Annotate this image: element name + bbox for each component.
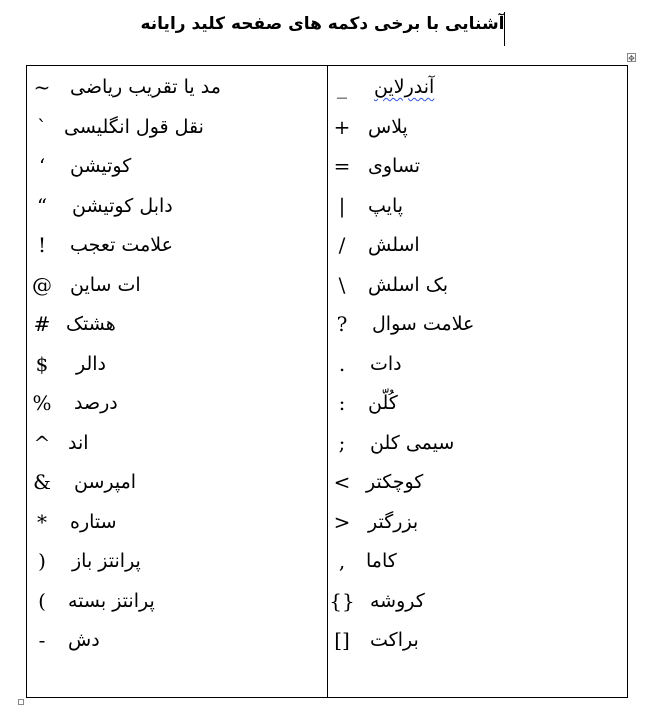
- label-cell: آندرلاین: [374, 76, 435, 98]
- table-resize-handle-icon[interactable]: [18, 699, 24, 705]
- table-row[interactable]: [28, 623, 324, 663]
- symbol-cell: ^: [33, 430, 51, 455]
- symbol-cell: _: [337, 75, 347, 99]
- label-cell: دش: [68, 629, 100, 651]
- table-row[interactable]: [28, 505, 324, 545]
- table-row[interactable]: [28, 544, 324, 584]
- label-cell: پرانتز باز: [72, 550, 141, 572]
- document-title: آشنایی با برخی دکمه های صفحه کلید رایانه: [140, 14, 505, 34]
- label-cell: هشتک: [66, 313, 116, 335]
- symbol-cell: (: [38, 588, 46, 613]
- table-right-column: [330, 70, 626, 663]
- symbol-cell: $: [35, 351, 49, 376]
- symbol-cell: “: [36, 193, 48, 218]
- symbol-cell: &: [33, 470, 51, 494]
- table-row[interactable]: [28, 110, 324, 150]
- table-row[interactable]: [330, 149, 626, 189]
- table-row[interactable]: [330, 386, 626, 426]
- symbol-cell: /: [338, 233, 346, 257]
- table-row[interactable]: [28, 268, 324, 308]
- table-row[interactable]: [28, 70, 324, 110]
- symbol-cell: ,: [338, 549, 346, 573]
- symbol-cell: %: [32, 391, 52, 415]
- label-cell: براکت: [370, 629, 419, 651]
- table-row[interactable]: [28, 307, 324, 347]
- symbol-cell: ~: [33, 75, 51, 99]
- label-cell: اسلش: [368, 234, 420, 256]
- table-row[interactable]: [330, 110, 626, 150]
- symbol-cell: `: [37, 114, 47, 139]
- table-row[interactable]: [330, 268, 626, 308]
- table-row[interactable]: [28, 189, 324, 229]
- table-row[interactable]: [330, 307, 626, 347]
- label-cell: پایپ: [368, 194, 404, 217]
- symbol-cell: *: [37, 509, 47, 534]
- table-row[interactable]: [330, 189, 626, 229]
- table-move-handle-icon[interactable]: ✥: [628, 54, 635, 63]
- table-row[interactable]: [28, 465, 324, 505]
- label-cell: درصد: [74, 392, 118, 414]
- symbol-cell: >: [333, 509, 351, 534]
- symbol-cell: |: [338, 193, 346, 218]
- table-row[interactable]: [28, 149, 324, 189]
- label-cell: پرانتز بسته: [68, 589, 155, 612]
- symbol-cell: #: [33, 312, 51, 336]
- table-row[interactable]: [330, 544, 626, 584]
- label-cell: مد یا تقریب ریاضی: [70, 76, 221, 98]
- label-cell: کُلّن: [368, 392, 398, 414]
- symbol-cell: -: [38, 628, 46, 652]
- symbol-cell: +: [333, 114, 351, 139]
- symbol-cell: :: [338, 391, 346, 415]
- table-left-column: [28, 70, 324, 663]
- symbol-cell: ?: [336, 312, 348, 336]
- table-row[interactable]: [330, 623, 626, 663]
- symbol-cell: @: [32, 272, 52, 297]
- table-row[interactable]: [28, 228, 324, 268]
- label-cell: علامت سوال: [372, 313, 475, 335]
- table-row[interactable]: [28, 386, 324, 426]
- label-cell: دالر: [76, 352, 107, 375]
- table-row[interactable]: [28, 347, 324, 387]
- label-cell: اند: [68, 431, 89, 454]
- symbol-cell: {}: [329, 588, 355, 613]
- label-cell: کروشه: [370, 589, 425, 612]
- symbol-cell: ;: [338, 430, 346, 455]
- symbol-cell: \: [338, 272, 346, 297]
- symbol-cell: ): [38, 549, 46, 573]
- table-row[interactable]: [28, 426, 324, 466]
- symbol-cell: <: [333, 470, 351, 494]
- table-row[interactable]: [28, 584, 324, 624]
- label-cell: دابل کوتیشن: [72, 194, 173, 217]
- label-cell: کاما: [366, 550, 397, 572]
- table-row[interactable]: [330, 505, 626, 545]
- label-cell: تساوی: [368, 155, 421, 177]
- symbol-cell: []: [334, 628, 350, 652]
- symbol-cell: .: [338, 351, 346, 376]
- text-cursor: [504, 12, 505, 46]
- label-cell: نقل قول انگلیسی: [64, 115, 204, 138]
- label-cell: کوچکتر: [366, 471, 424, 493]
- label-cell: علامت تعجب: [70, 234, 173, 256]
- label-cell: سیمی کلن: [370, 431, 455, 454]
- table-row[interactable]: [330, 70, 626, 110]
- table-row[interactable]: [330, 228, 626, 268]
- label-cell: بزرگتر: [368, 510, 419, 533]
- symbol-cell: =: [333, 154, 351, 178]
- label-cell: دات: [370, 352, 402, 375]
- table-row[interactable]: [330, 347, 626, 387]
- label-cell: ستاره: [70, 510, 117, 533]
- label-cell: کوتیشن: [70, 155, 132, 177]
- table-row[interactable]: [330, 584, 626, 624]
- table-row[interactable]: [330, 465, 626, 505]
- symbol-cell: !: [37, 233, 47, 257]
- label-cell: امپرسن: [74, 471, 137, 493]
- label-cell: ات ساین: [70, 273, 141, 296]
- table-row[interactable]: [330, 426, 626, 466]
- label-cell: بک اسلش: [368, 273, 449, 296]
- symbol-cell: ‘: [38, 154, 46, 178]
- label-cell: پلاس: [368, 115, 408, 138]
